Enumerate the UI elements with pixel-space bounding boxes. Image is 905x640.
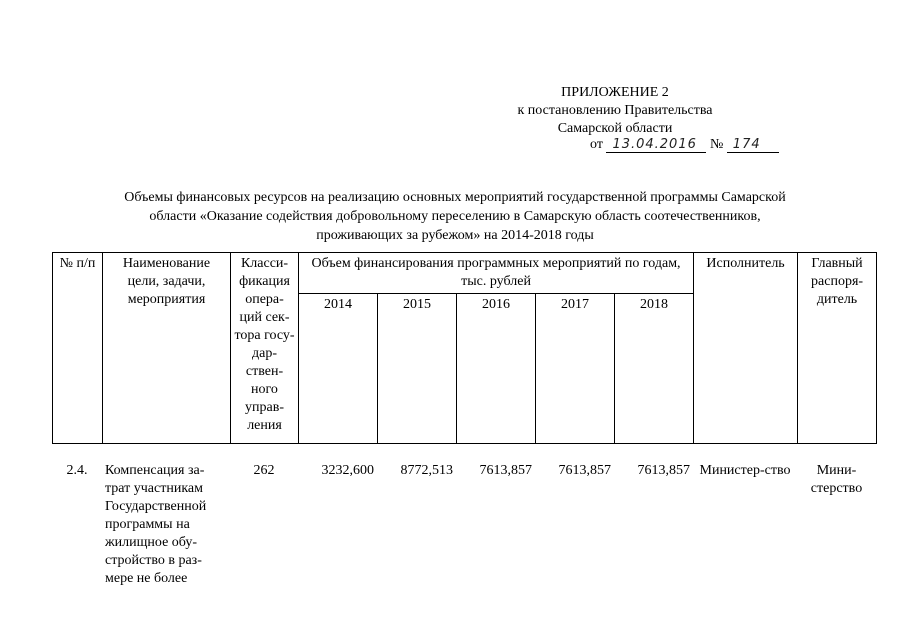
financing-table-header xyxy=(52,252,877,444)
row-value-2018: 7613,857 xyxy=(637,463,690,478)
row-class-code: 262 xyxy=(253,463,275,478)
header-executor: Исполнитель xyxy=(694,253,798,444)
title-line-1: Объемы финансовых ресурсов на реализацию основных мероприятий государственной программы Самарской xyxy=(124,190,786,205)
appendix-line-3: Самарской области xyxy=(557,121,673,136)
header-year: 2018 xyxy=(615,294,694,444)
header-year: 2017 xyxy=(536,294,615,444)
header-manager: Главный распоря-дитель xyxy=(798,253,877,444)
handwritten-number: 174 xyxy=(727,137,779,153)
row-value-2014: 3232,600 xyxy=(321,463,374,478)
row-num: 2.4. xyxy=(66,463,88,478)
row-value-2015: 8772,513 xyxy=(400,463,453,478)
table-row xyxy=(52,462,876,588)
financing-table-body xyxy=(52,462,876,588)
header-num: № п/п xyxy=(53,253,103,444)
document-title xyxy=(60,188,850,245)
date-prefix: от xyxy=(590,137,603,152)
row-name: Компенсация за-трат участникам Государственной программы на жилищное обу-стройство в раз-мере не более xyxy=(105,463,207,586)
row-manager: Мини-стерство xyxy=(810,463,863,496)
row-value-2016: 7613,857 xyxy=(479,463,532,478)
appendix-header xyxy=(475,84,755,138)
title-line-3: проживающих за рубежом» на 2014-2018 годы xyxy=(316,228,594,243)
header-classification: Класси-фикация опера-ций сек-тора госу-дар-ствен-ного управ-ления xyxy=(231,253,299,444)
header-name: Наименование цели, задачи, мероприятия xyxy=(103,253,231,444)
header-year: 2016 xyxy=(457,294,536,444)
appendix-line-2: к постановлению Правительства xyxy=(517,103,713,118)
appendix-date-line xyxy=(590,137,779,153)
appendix-title: ПРИЛОЖЕНИЕ 2 xyxy=(561,85,669,100)
row-value-2017: 7613,857 xyxy=(558,463,611,478)
handwritten-date: 13.04.2016 xyxy=(606,137,706,153)
title-line-2: области «Оказание содействия добровольному переселению в Самарскую область соотечественников, xyxy=(149,209,761,224)
row-executor: Министер-ство xyxy=(699,463,791,478)
header-volume: Объем финансирования программных мероприятий по годам, тыс. рублей xyxy=(299,253,694,294)
header-year: 2014 xyxy=(299,294,378,444)
number-prefix: № xyxy=(709,137,724,152)
header-year: 2015 xyxy=(378,294,457,444)
